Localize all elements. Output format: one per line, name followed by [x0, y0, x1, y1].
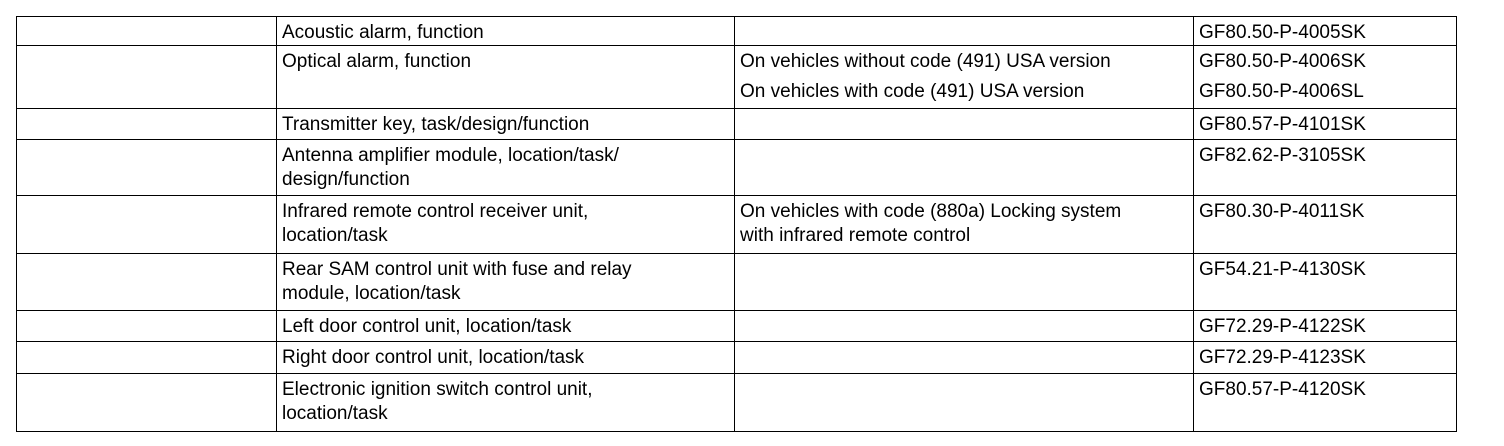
document-code-cell: [1194, 46, 1457, 109]
component-cell: [277, 140, 735, 196]
condition-text: On vehicles with code (880a) Locking system: [740, 201, 1122, 222]
condition-cell: [735, 196, 1194, 254]
component-text: Acoustic alarm, function: [282, 22, 484, 43]
blank-cell: [17, 46, 277, 109]
condition-cell: [735, 311, 1194, 342]
component-text: location/task: [282, 225, 388, 246]
table-row: [17, 342, 1457, 374]
component-cell: [277, 46, 735, 109]
document-code-cell: [1194, 342, 1457, 374]
condition-cell: [735, 254, 1194, 311]
component-cell: [277, 109, 735, 140]
document-code: GF80.57-P-4120SK: [1199, 379, 1366, 400]
component-text: Optical alarm, function: [282, 51, 472, 72]
condition-cell: [735, 140, 1194, 196]
component-cell: [277, 342, 735, 374]
blank-cell: [17, 109, 277, 140]
component-cell: [277, 254, 735, 311]
blank-cell: [17, 374, 277, 432]
component-cell: [277, 17, 735, 46]
component-cell: [277, 196, 735, 254]
document-code: GF82.62-P-3105SK: [1199, 145, 1366, 166]
document-code-cell: [1194, 140, 1457, 196]
component-text: Transmitter key, task/design/function: [282, 114, 590, 135]
component-text: Rear SAM control unit with fuse and relay: [282, 259, 632, 280]
document-code: GF54.21-P-4130SK: [1199, 259, 1366, 280]
condition-cell: [735, 17, 1194, 46]
table-row: [17, 311, 1457, 342]
component-cell: [277, 311, 735, 342]
reference-table: [16, 16, 1457, 432]
condition-cell: [735, 374, 1194, 432]
table-row: [17, 46, 1457, 109]
component-text: Left door control unit, location/task: [282, 316, 572, 337]
document-code: GF80.50-P-4006SL: [1199, 81, 1364, 102]
document-code-cell: [1194, 374, 1457, 432]
condition-cell: [735, 109, 1194, 140]
document-code: GF80.50-P-4005SK: [1199, 22, 1366, 43]
document-code: GF80.50-P-4006SK: [1199, 51, 1366, 72]
condition-text: with infrared remote control: [740, 225, 971, 246]
document-code: GF72.29-P-4122SK: [1199, 316, 1366, 337]
blank-cell: [17, 196, 277, 254]
document-code-cell: [1194, 311, 1457, 342]
component-text: design/function: [282, 169, 410, 190]
table-row: [17, 140, 1457, 196]
table-row: [17, 17, 1457, 46]
component-text: Right door control unit, location/task: [282, 347, 585, 368]
component-text: location/task: [282, 403, 388, 424]
document-code-cell: [1194, 109, 1457, 140]
table-row: [17, 109, 1457, 140]
component-cell: [277, 374, 735, 432]
blank-cell: [17, 254, 277, 311]
component-text: Electronic ignition switch control unit,: [282, 379, 593, 400]
blank-cell: [17, 342, 277, 374]
table-row: [17, 196, 1457, 254]
document-code-cell: [1194, 17, 1457, 46]
blank-cell: [17, 140, 277, 196]
document-code-cell: [1194, 196, 1457, 254]
table-row: [17, 254, 1457, 311]
component-text: Antenna amplifier module, location/task/: [282, 145, 619, 166]
condition-cell: [735, 46, 1194, 109]
document-code: GF72.29-P-4123SK: [1199, 347, 1366, 368]
table-row: [17, 374, 1457, 432]
document-code: GF80.30-P-4011SK: [1199, 201, 1365, 222]
condition-text: On vehicles with code (491) USA version: [740, 81, 1085, 102]
condition-text: On vehicles without code (491) USA version: [740, 51, 1111, 72]
condition-cell: [735, 342, 1194, 374]
blank-cell: [17, 17, 277, 46]
component-text: module, location/task: [282, 283, 461, 304]
blank-cell: [17, 311, 277, 342]
component-text: Infrared remote control receiver unit,: [282, 201, 589, 222]
document-code-cell: [1194, 254, 1457, 311]
document-code: GF80.57-P-4101SK: [1199, 114, 1366, 135]
